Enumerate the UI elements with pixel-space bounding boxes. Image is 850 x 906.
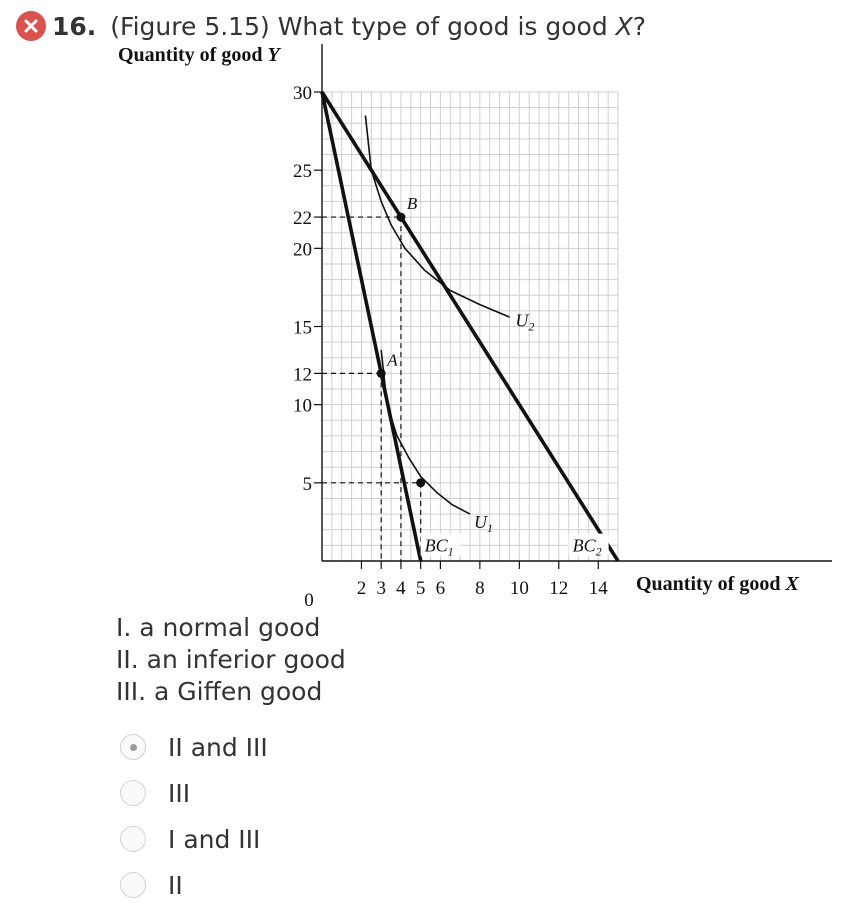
series-u2 xyxy=(365,116,509,318)
curve-label-subscript: 2 xyxy=(528,319,535,334)
option-4[interactable] xyxy=(120,862,268,906)
y-axis-title: Quantity of good Y xyxy=(118,44,280,66)
curve-label-u1: $U_1$ xyxy=(473,512,493,536)
option-label[interactable]: II xyxy=(168,870,183,900)
y-tick-label: 15 xyxy=(293,317,312,339)
curve-label-u2: $U_2$ xyxy=(515,310,535,334)
question-text-var: X xyxy=(615,11,633,41)
question-text xyxy=(110,12,646,41)
y-tick-label: 22 xyxy=(293,208,312,230)
data-point xyxy=(377,369,386,378)
point-label-b: B xyxy=(406,194,418,214)
option-label[interactable]: III xyxy=(168,778,191,808)
x-axis-title-var: X xyxy=(785,573,799,595)
question-text-prefix: (Figure 5.15) What type of good is good xyxy=(110,11,616,41)
radio-button[interactable] xyxy=(120,780,146,806)
y-tick-label: 30 xyxy=(293,83,312,104)
curve-label-subscript: 2 xyxy=(595,544,602,559)
option-label[interactable]: I and III xyxy=(168,824,261,854)
figure-5-15 xyxy=(116,42,834,607)
point-label-a: A xyxy=(387,350,398,370)
x-tick-label: 10 xyxy=(509,578,529,599)
statement-2: II. an inferior good xyxy=(116,645,346,674)
x-tick-label: 4 xyxy=(396,578,406,599)
x-tick-label: 5 xyxy=(415,578,426,599)
radio-selected-dot xyxy=(130,744,137,751)
radio-button[interactable] xyxy=(120,872,146,898)
data-point xyxy=(416,478,425,487)
y-tick-label: 12 xyxy=(293,364,312,386)
statements xyxy=(116,612,346,708)
y-tick-label: 5 xyxy=(302,473,312,495)
x-tick-label: 2 xyxy=(356,578,367,599)
indifference-chart xyxy=(116,42,834,607)
y-axis-title-var: Y xyxy=(267,44,280,66)
radio-button[interactable] xyxy=(120,734,146,760)
radio-button[interactable] xyxy=(120,826,146,852)
y-tick-label: 10 xyxy=(293,395,312,417)
statement-3: III. a Giffen good xyxy=(116,677,323,706)
y-tick-label: 20 xyxy=(293,239,312,261)
curve-label-bc1: $BC_1$ xyxy=(424,535,454,559)
x-tick-label: 8 xyxy=(475,578,485,599)
x-tick-label: 14 xyxy=(588,578,608,599)
answer-options xyxy=(120,724,268,906)
x-tick-label: 6 xyxy=(435,578,446,599)
y-tick-label: 25 xyxy=(293,161,312,183)
x-tick-label: 12 xyxy=(549,578,569,599)
curve-label-subscript: 1 xyxy=(486,521,493,536)
option-2[interactable] xyxy=(120,770,268,816)
option-3[interactable] xyxy=(120,816,268,862)
option-label[interactable]: II and III xyxy=(168,732,268,762)
question-text-suffix: ? xyxy=(632,11,647,41)
curve-label-subscript: 1 xyxy=(447,544,454,559)
question-header xyxy=(16,8,646,44)
x-tick-label: 3 xyxy=(376,578,386,599)
data-point xyxy=(396,213,405,222)
wrong-x-icon xyxy=(16,11,46,41)
question-number: 16. xyxy=(52,11,97,41)
x-axis-title: Quantity of good X xyxy=(636,573,799,595)
option-1[interactable] xyxy=(120,724,268,770)
origin-label: 0 xyxy=(304,590,314,607)
statement-1: I. a normal good xyxy=(116,613,321,642)
curve-label-bc2: $BC_2$ xyxy=(572,535,602,559)
